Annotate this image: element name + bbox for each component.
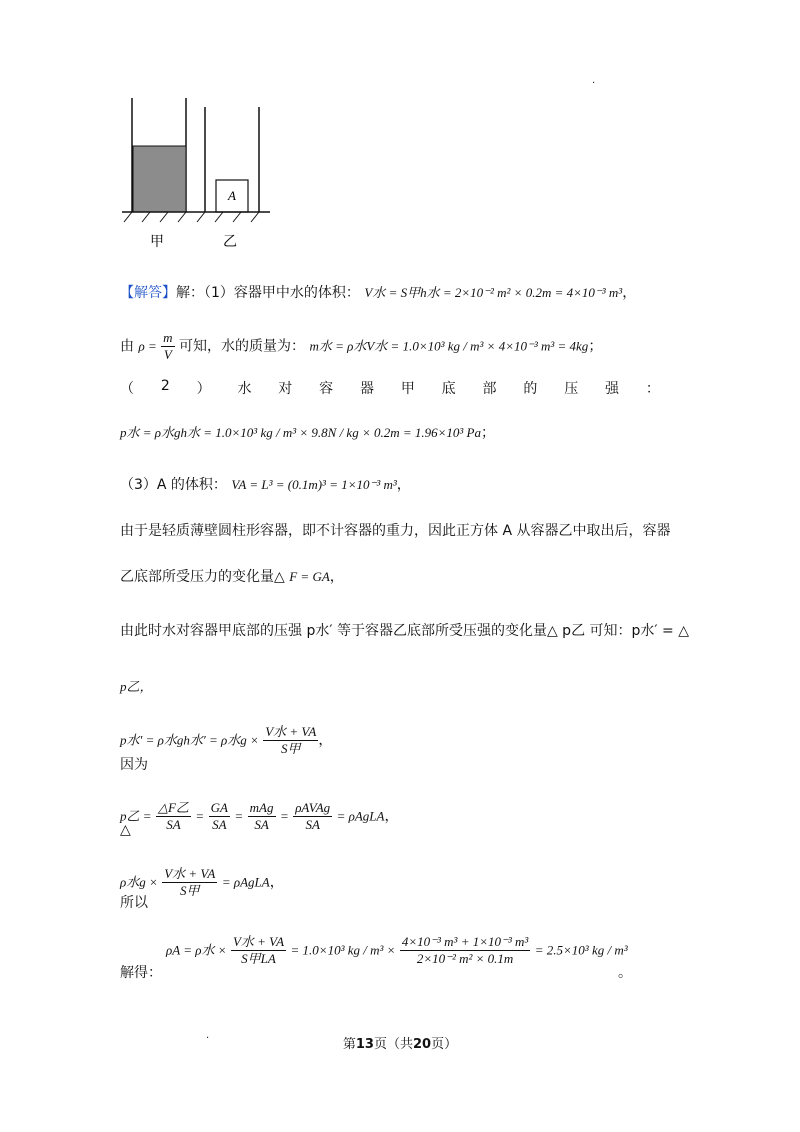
so-line — [120, 866, 284, 911]
step2-heading-char: 部 — [482, 381, 497, 397]
step3-line — [120, 474, 411, 494]
solve-mid: = 1.0×10³ kg / m³ × — [290, 942, 396, 958]
explanation-line-1: 由于是轻质薄壁圆柱形容器，即不计容器的重力，因此正方体 A 从容器乙中取出后，容器 — [120, 523, 671, 539]
step2-heading-char: 容 — [319, 381, 334, 397]
delta-frac-2: $\frac{GA}{SA}$ — [210, 800, 228, 832]
line5-end: ， — [329, 569, 344, 585]
footer-prefix: 第 — [342, 1037, 356, 1052]
step2-heading-char: 2 — [160, 378, 170, 394]
stray-dot: . — [592, 75, 596, 86]
density-formula-frac: $\frac{m}{V}$ — [163, 330, 173, 362]
because-fraction: $\frac{\text{V水 + VA}}{\text{S甲}}$ — [265, 724, 317, 756]
step2-heading-char: （ — [120, 381, 134, 397]
cube-a-label: A — [228, 188, 236, 203]
delta-frac-3: $\frac{\text{mAg}}{SA}$ — [249, 800, 274, 832]
step2-heading-char: 底 — [441, 381, 456, 397]
solve-line — [120, 934, 632, 981]
step2-heading-char: 水 — [237, 381, 252, 397]
footer-total-pages: 20 — [413, 1037, 432, 1052]
step2-heading-char: 对 — [278, 381, 293, 397]
step3-end: ， — [396, 477, 411, 493]
caption-yi: 乙 — [223, 234, 237, 250]
mass-text: 可知，水的质量为： — [179, 338, 306, 355]
footer-suffix: 页） — [431, 1037, 458, 1052]
step2-equation: p水 = ρ水gh水 = 1.0×10³ kg / m³ × 9.8N / kg × 0.2m = 1.96×10³ Pa — [120, 425, 481, 440]
container-figure — [0, 0, 800, 260]
answer-tag: 【解答】 — [120, 285, 176, 301]
step2-heading — [120, 378, 660, 398]
step3-text: （3）A 的体积： — [120, 477, 227, 493]
solve-end: 。 — [618, 965, 632, 981]
delta-end: ， — [384, 808, 399, 825]
mass-equation: m水 = ρ水V水 = 1.0×10³ kg / m³ × 4×10⁻³ m³ = 4kg — [309, 338, 589, 354]
step2-heading-char: ： — [645, 381, 660, 397]
delta-frac-4: $\frac{\text{ρAVAg}}{SA}$ — [295, 800, 331, 832]
step2-eq-line — [120, 422, 495, 442]
so-eq-start: ρ水g × — [120, 874, 158, 890]
explanation-line-3: 由此时水对容器甲底部的压强 p水′ 等于容器乙底部所受压强的变化量△ p乙 可知：p水′ = △ — [120, 623, 689, 639]
step2-heading-char: 强 — [605, 381, 620, 397]
step2-heading-char: 的 — [523, 381, 538, 397]
line5-equation: F = GA — [289, 569, 330, 584]
solve-label: 解得： — [120, 965, 162, 981]
solve-frac-1: $\frac{\text{V水 + VA}}{\text{S甲LA}}$ — [232, 934, 285, 966]
step2-heading-char: 甲 — [400, 381, 415, 397]
because-end: ， — [318, 732, 333, 749]
so-end: ， — [269, 874, 284, 891]
water-jia — [133, 146, 186, 212]
step1-text: 解：（1）容器甲中水的体积： — [176, 285, 360, 301]
because-line — [120, 724, 333, 773]
solve-frac-2: $\frac{\text{4×10⁻³ m³ + 1×10⁻³ m³}}{\text{2×10⁻² m² × 0.1m}}$ — [401, 934, 529, 966]
step2-heading-char: ） — [196, 381, 211, 397]
footer-middle: 页（共 — [373, 1037, 413, 1052]
so-label: 所以 — [120, 895, 148, 911]
page-footer — [0, 1033, 800, 1052]
density-formula-lhs: ρ = — [138, 338, 157, 354]
so-fraction: $\frac{\text{V水 + VA}}{\text{S甲}}$ — [164, 866, 216, 898]
step2-heading-char: 器 — [359, 381, 374, 397]
solve-eq-end: = 2.5×10³ kg / m³ — [534, 942, 628, 958]
step3-equation: VA = L³ = (0.1m)³ = 1×10⁻³ m³ — [231, 477, 397, 492]
delta-label: △ — [120, 822, 131, 838]
delta-frac-1: $\frac{\text{△F乙}}{SA}$ — [157, 800, 189, 832]
explanation-line-4: p乙， — [120, 679, 153, 694]
delta-eq-end: = ρAgLA — [336, 808, 385, 824]
line5-text: 乙底部所受压力的变化量△ — [120, 569, 285, 585]
caption-jia: 甲 — [150, 234, 164, 250]
stray-dot-2: . — [206, 1030, 210, 1041]
step2-heading-char: 压 — [564, 381, 579, 397]
delta-eq-start: p乙 = — [120, 808, 152, 824]
step1-line — [120, 282, 636, 302]
step1-equation: V水 = S甲h水 = 2×10⁻² m² × 0.2m = 4×10⁻³ m³ — [364, 285, 623, 300]
step2-end: ； — [481, 425, 495, 441]
mass-line — [120, 330, 602, 363]
mass-prefix: 由 — [120, 338, 134, 355]
step1-end: ， — [622, 285, 637, 301]
ground-hatch — [124, 212, 259, 222]
so-eq-end: = ρAgLA — [221, 874, 270, 890]
because-label: 因为 — [120, 757, 148, 773]
mass-end: ； — [588, 338, 603, 355]
footer-page-number: 13 — [355, 1037, 374, 1052]
because-equation: p水′ = ρ水gh水′ = ρ水g × — [120, 732, 259, 748]
delta-line: p乙 = $\frac{\text{△F乙}}{SA}$ = $\frac{GA}{SA}$ = $\frac{\text{mAg}}{SA}$ = $\frac{\text{ρAVAg}}{SA}$ = ρAgLA， △ — [120, 800, 399, 838]
solve-eq-start: ρA = ρ水 × — [166, 942, 227, 958]
explanation-line-2 — [120, 566, 344, 586]
